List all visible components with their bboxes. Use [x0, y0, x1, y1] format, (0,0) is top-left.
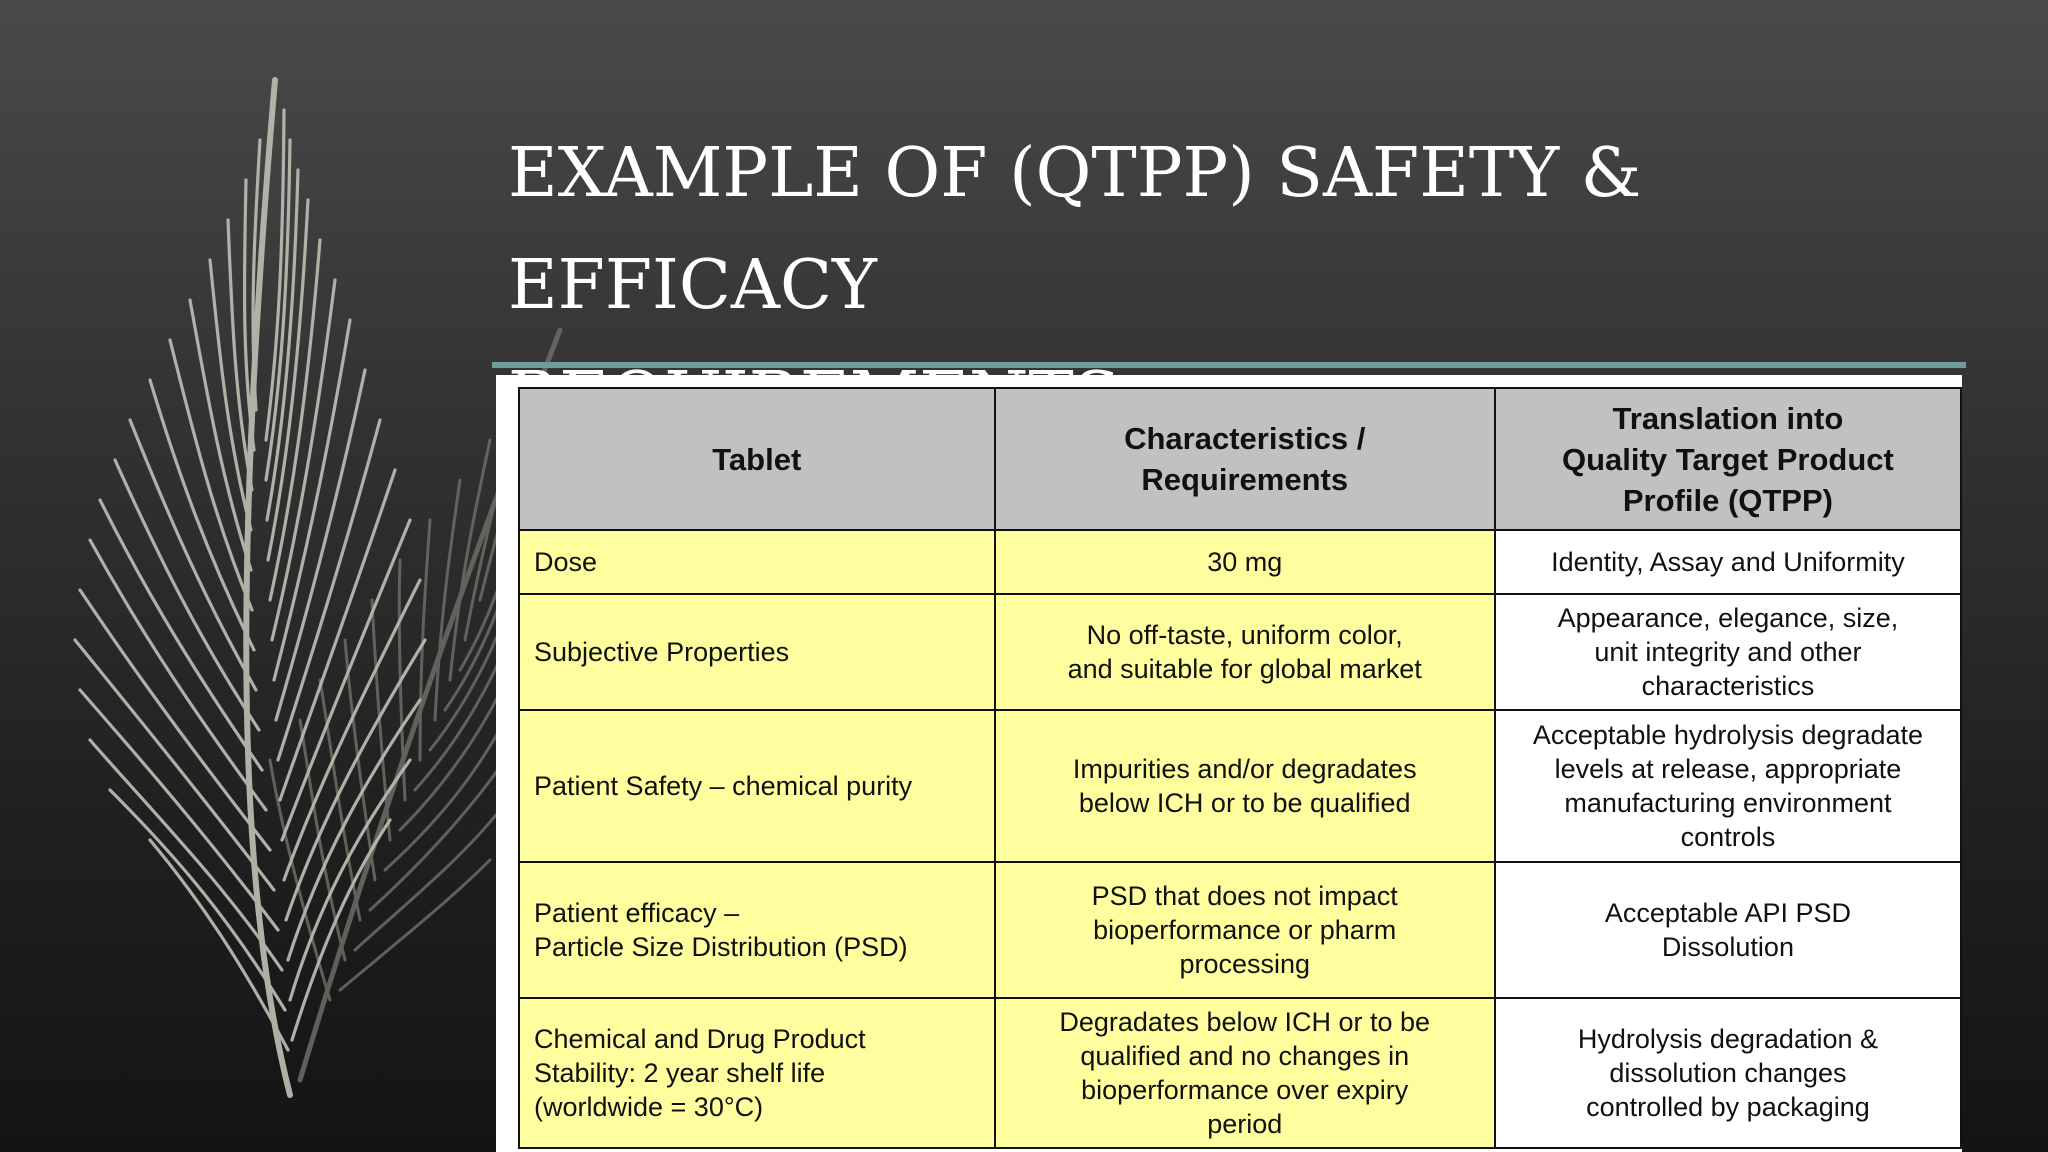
header-tablet: Tablet — [519, 388, 995, 530]
cell-qtpp: Acceptable hydrolysis degradate levels at release, appropriate manufacturing environment controls — [1495, 710, 1961, 862]
header-requirements: Characteristics / Requirements — [995, 388, 1495, 530]
table-row — [519, 594, 1961, 710]
cell-tablet: Patient Safety – chemical purity — [519, 710, 995, 862]
cell-tablet: Chemical and Drug Product Stability: 2 year shelf life (worldwide = 30°C) — [519, 998, 995, 1148]
cell-requirements: 30 mg — [995, 530, 1495, 594]
cell-tablet: Subjective Properties — [519, 594, 995, 710]
qtpp-table — [518, 387, 1962, 1149]
cell-requirements: Degradates below ICH or to be qualified and no changes in bioperformance over expiry period — [995, 998, 1495, 1148]
header-qtpp: Translation into Quality Target Product Profile (QTPP) — [1495, 388, 1961, 530]
table-row — [519, 530, 1961, 594]
cell-requirements: Impurities and/or degradates below ICH or to be qualified — [995, 710, 1495, 862]
table-row — [519, 862, 1961, 998]
cell-qtpp: Identity, Assay and Uniformity — [1495, 530, 1961, 594]
table-image-panel — [496, 375, 1962, 1152]
cell-requirements: PSD that does not impact bioperformance or pharm processing — [995, 862, 1495, 998]
cell-requirements: No off-taste, uniform color, and suitable for global market — [995, 594, 1495, 710]
title-line-1: EXAMPLE OF (QTPP) SAFETY & EFFICACY — [508, 134, 1642, 325]
table-header-row — [519, 388, 1961, 530]
cell-qtpp: Acceptable API PSD Dissolution — [1495, 862, 1961, 998]
table-row — [519, 998, 1961, 1148]
table-row — [519, 710, 1961, 862]
cell-qtpp: Hydrolysis degradation & dissolution changes controlled by packaging — [1495, 998, 1961, 1148]
cell-tablet: Dose — [519, 530, 995, 594]
title-divider — [492, 362, 1966, 368]
cell-qtpp: Appearance, elegance, size, unit integrity and other characteristics — [1495, 594, 1961, 710]
cell-tablet: Patient efficacy – Particle Size Distribution (PSD) — [519, 862, 995, 998]
